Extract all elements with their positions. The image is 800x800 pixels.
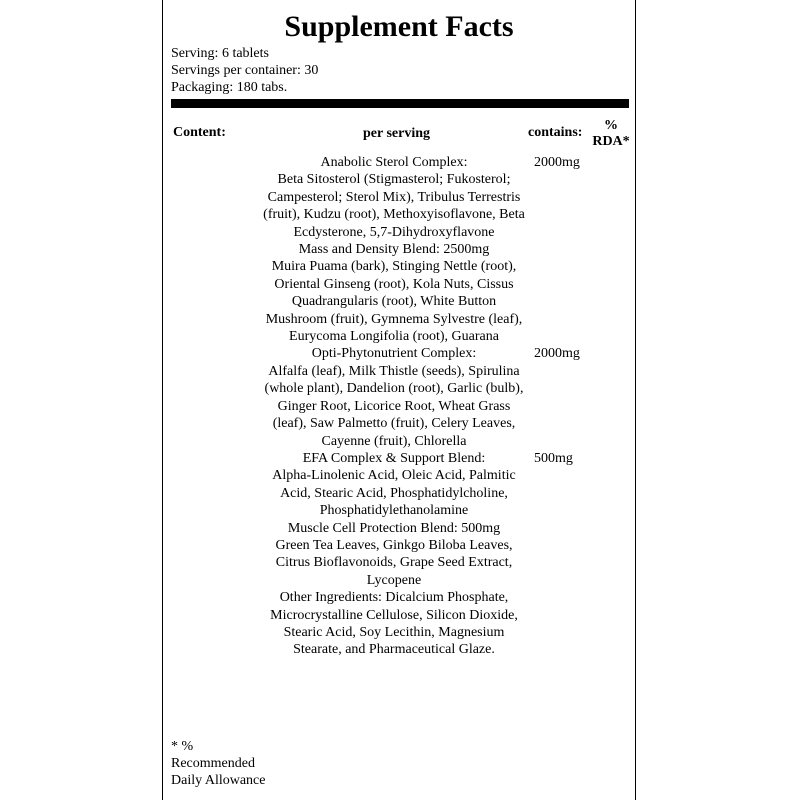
ingredient-text: Alpha-Linolenic Acid, Oleic Acid, Palmitic Acid, Stearic Acid, Phosphatidylcholine, Phosphatidylethanolamine	[272, 468, 516, 519]
ingredient-row	[163, 537, 635, 589]
ingredient-row	[163, 241, 635, 258]
ingredient-row	[163, 450, 635, 467]
ingredient-amount: 2000mg	[534, 155, 580, 170]
ingredient-row	[163, 171, 635, 241]
ingredient-rows	[163, 154, 635, 659]
supplement-facts-panel	[162, 0, 636, 800]
header-per-serving: per serving	[363, 126, 431, 141]
ingredient-row	[163, 467, 635, 519]
header-content: Content:	[173, 125, 226, 140]
ingredient-text: Alfalfa (leaf), Milk Thistle (seeds), Spirulina (whole plant), Dandelion (root), Garlic (bulb), Ginger Root, Licorice Root, Wheat Grass (leaf), Saw Palmetto (fruit), Celery Leaves, Cayenne (fruit), Chlorella	[264, 363, 524, 449]
serving-info	[171, 45, 318, 96]
ingredient-text: Green Tea Leaves, Ginkgo Biloba Leaves, Citrus Bioflavonoids, Grape Seed Extract, Lycopene	[275, 537, 513, 588]
header-rda-label: RDA*	[592, 134, 630, 149]
footnote-line: Recommended	[171, 756, 255, 771]
ingredient-row	[163, 589, 635, 659]
header-rda-percent: %	[604, 118, 618, 133]
ingredient-row	[163, 345, 635, 362]
servings-per-container: Servings per container: 30	[171, 63, 319, 78]
ingredient-row	[163, 258, 635, 345]
footnote-line: * %	[171, 739, 194, 754]
ingredient-amount: 500mg	[534, 450, 573, 466]
ingredient-row	[163, 363, 635, 450]
ingredient-text: EFA Complex & Support Blend:	[302, 450, 486, 466]
ingredient-text: Opti-Phytonutrient Complex:	[311, 346, 477, 362]
ingredient-text: Other Ingredients: Dicalcium Phosphate, Microcrystalline Cellulose, Silicon Dioxide, Stearic Acid, Soy Lecithin, Magnesium Stearate, and Pharmaceutical Glaze.	[270, 590, 518, 658]
ingredient-row	[163, 520, 635, 537]
header-contains: contains:	[528, 125, 583, 140]
ingredient-text: Beta Sitosterol (Stigmasterol; Fukosterol; Campesterol; Sterol Mix), Tribulus Terrestris (fruit), Kudzu (root), Methoxyisoflavone, Beta Ecdysterone, 5,7-Dihydroxyflavone	[263, 172, 525, 240]
ingredient-text: Anabolic Sterol Complex:	[320, 155, 468, 170]
ingredient-text: Mass and Density Blend: 2500mg	[298, 242, 490, 258]
thick-divider	[171, 99, 629, 108]
packaging: Packaging: 180 tabs.	[171, 80, 288, 95]
panel-title: Supplement Facts	[284, 10, 514, 43]
header-rda	[589, 118, 633, 150]
ingredient-text: Muira Puama (bark), Stinging Nettle (root), Oriental Ginseng (root), Kola Nuts, Cissus Quadrangularis (root), White Button Mushroom (fruit), Gymnema Sylvestre (leaf), Eurycoma Longifolia (root), Guarana	[265, 259, 523, 345]
ingredient-text: Muscle Cell Protection Blend: 500mg	[287, 520, 501, 536]
footnote-line: Daily Allowance	[171, 773, 266, 788]
ingredient-row	[163, 154, 635, 171]
ingredient-amount: 2000mg	[534, 346, 580, 362]
rda-footnote	[171, 738, 265, 789]
serving-size: Serving: 6 tablets	[171, 46, 269, 61]
